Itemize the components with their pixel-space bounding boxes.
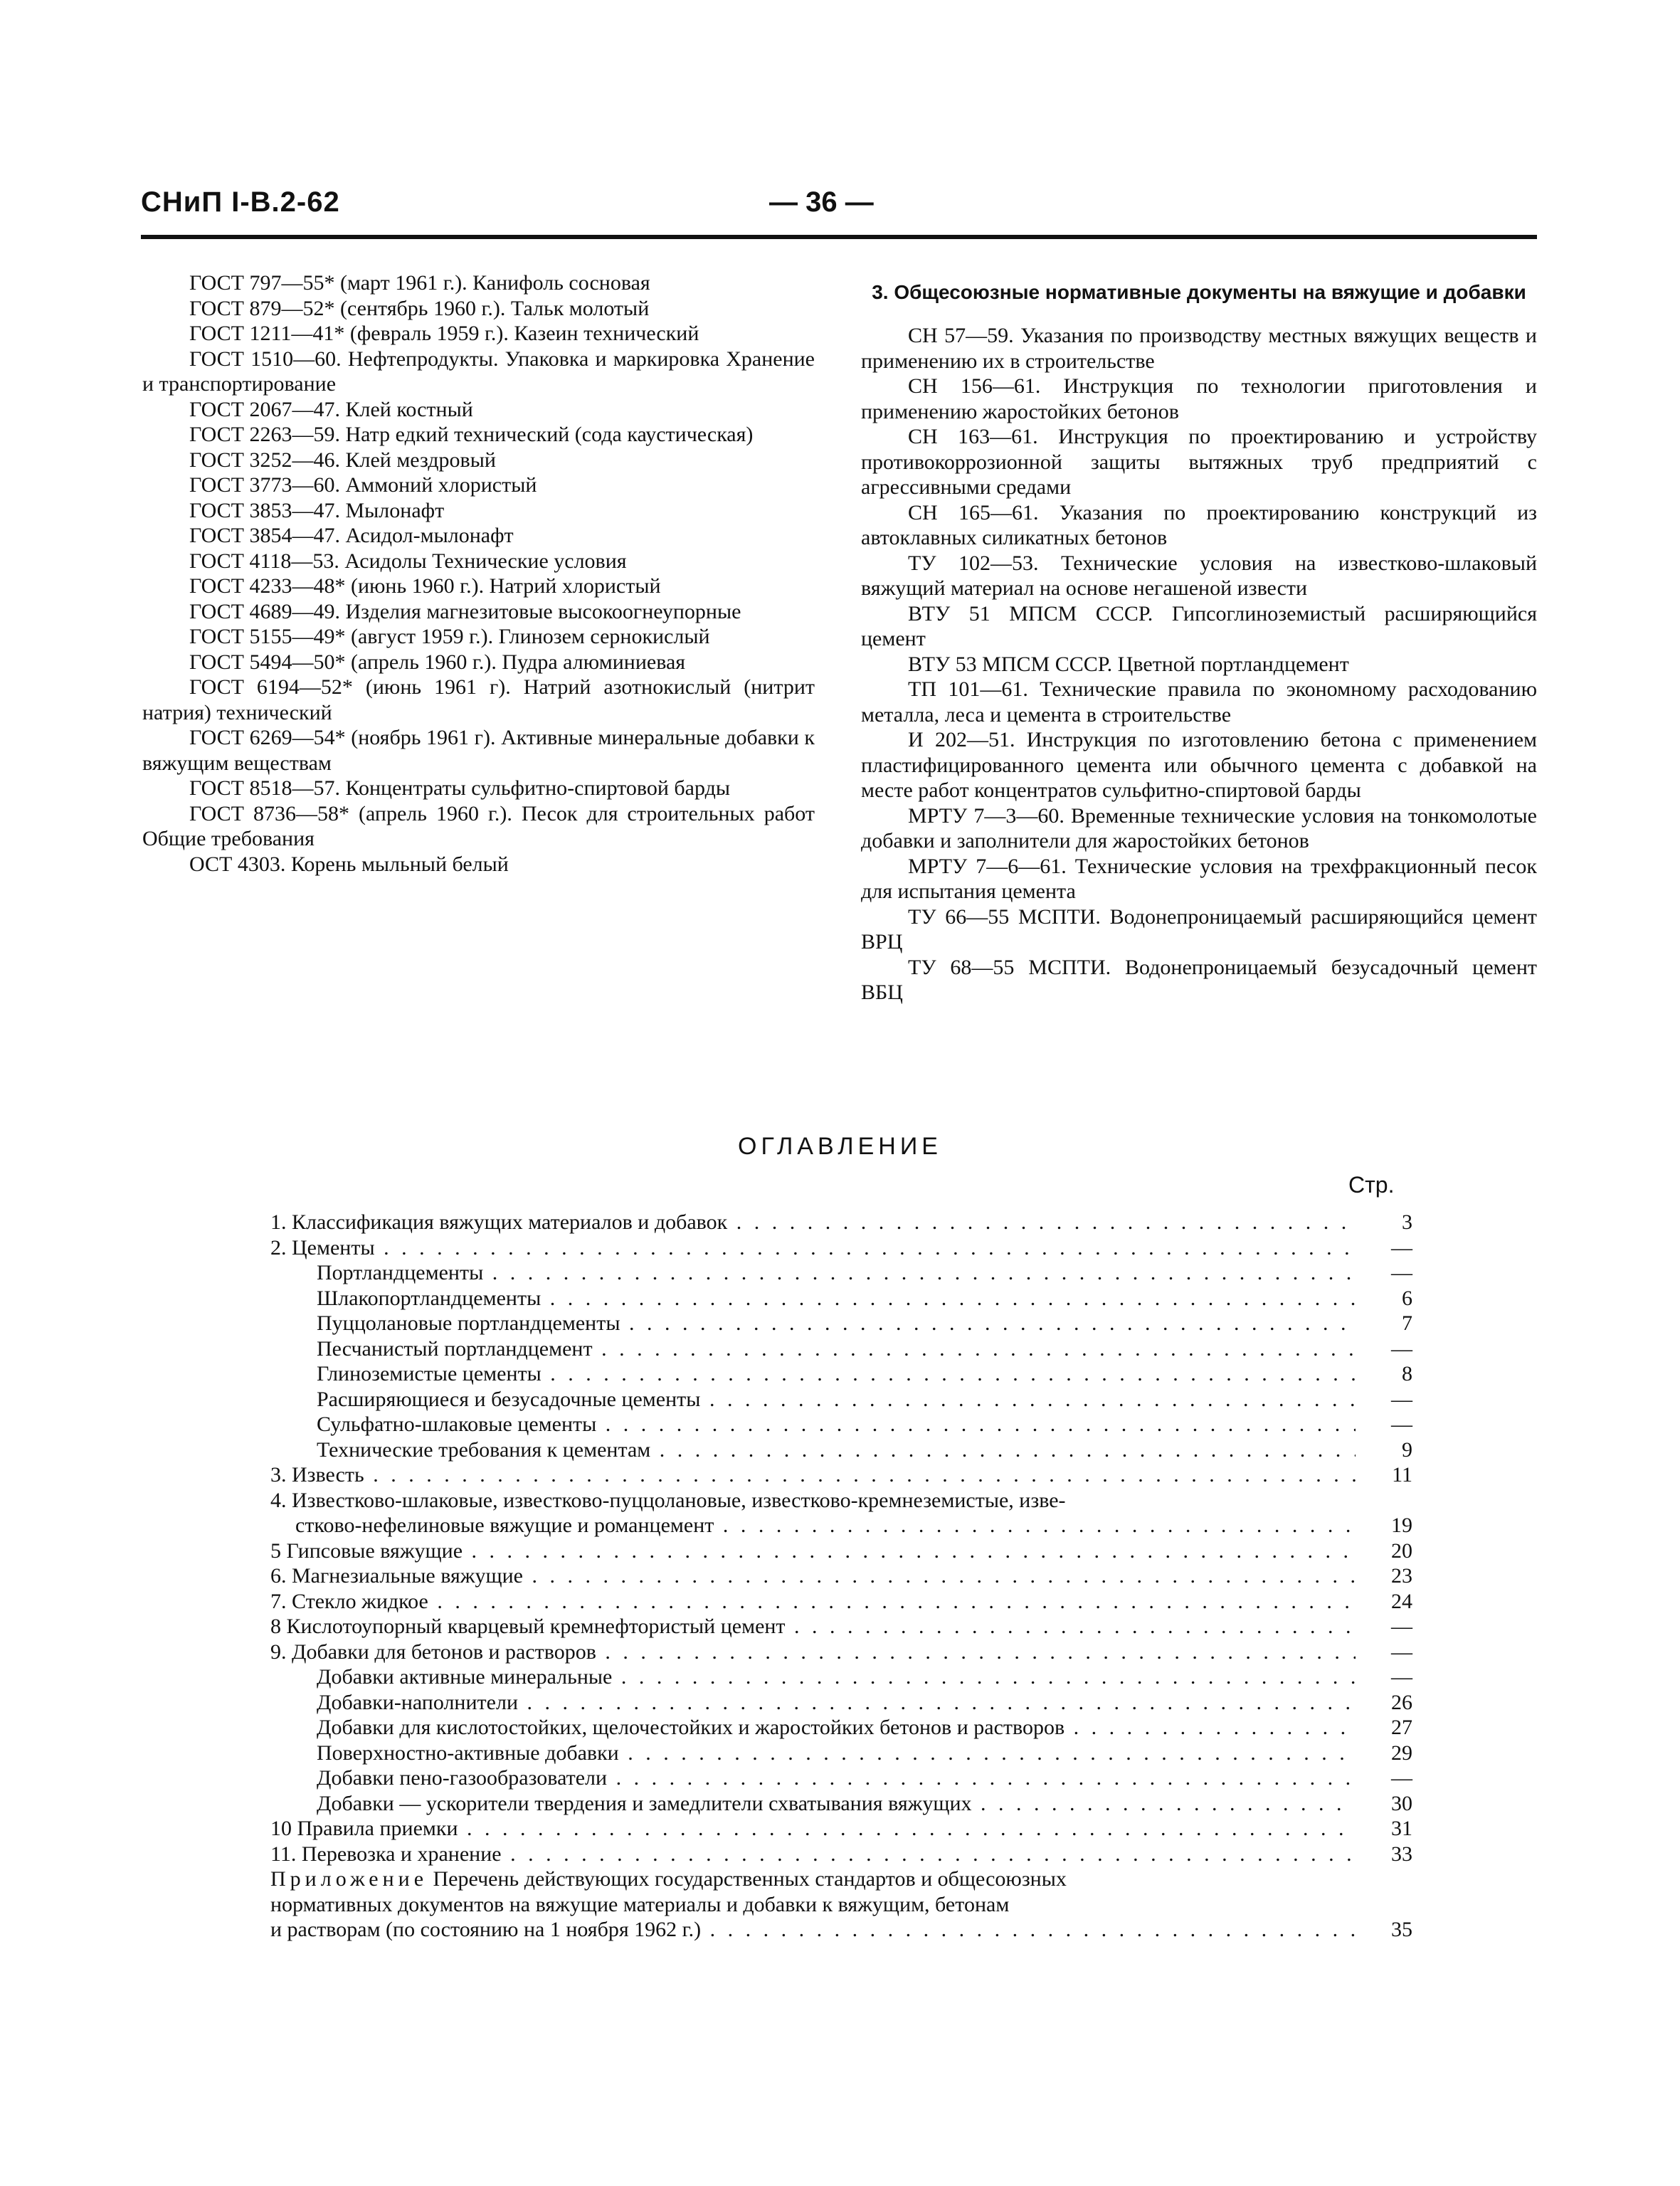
reference-entry bbox=[142, 725, 815, 776]
reference-title: Технические условия на известково-шлаковый вяжущий материал на основе негашеной извести bbox=[861, 551, 1537, 600]
toc-row bbox=[270, 1387, 1423, 1413]
reference-code: МРТУ 7—3—60. bbox=[908, 803, 1064, 828]
toc-row bbox=[270, 1715, 1423, 1741]
toc-entry-title: 3. Известь . . . bbox=[270, 1462, 1356, 1488]
toc-entry-title: Песчанистый портландцемент . . . bbox=[317, 1336, 1356, 1362]
reference-entry bbox=[861, 904, 1537, 955]
left-column bbox=[142, 270, 815, 877]
reference-code: ГОСТ 4118—53. bbox=[189, 549, 339, 573]
reference-code: МРТУ 7—6—61. bbox=[908, 854, 1067, 878]
reference-code: ГОСТ 2067—47. bbox=[189, 397, 340, 421]
reference-entry bbox=[142, 852, 815, 877]
appendix-text: нормативных документов на вяжущие материалы и добавки к вяжущим, бетонам bbox=[270, 1892, 1010, 1916]
reference-title: Клей костный bbox=[339, 397, 473, 421]
document-code: СНиП I-В.2-62 bbox=[141, 186, 340, 218]
reference-code: ГОСТ 879—52* bbox=[189, 296, 335, 320]
toc-entry-page: — bbox=[1391, 1766, 1412, 1790]
reference-title: (август 1959 г.). Глинозем сернокислый bbox=[345, 625, 710, 648]
reference-entry bbox=[142, 624, 815, 650]
reference-title: (март 1961 г.). Канифоль сосновая bbox=[334, 271, 650, 295]
reference-code: ГОСТ 6269—54* bbox=[189, 726, 346, 749]
reference-entry bbox=[142, 321, 815, 347]
reference-code: ГОСТ 5494—50* bbox=[189, 650, 346, 674]
reference-code: ГОСТ 8518—57. bbox=[189, 776, 340, 800]
toc-entry-page: — bbox=[1391, 1235, 1412, 1260]
toc-entry-title: Технические требования к цементам . . . bbox=[317, 1437, 1356, 1463]
toc-row bbox=[270, 1260, 1423, 1286]
reference-entry bbox=[142, 296, 815, 322]
toc-row bbox=[270, 1311, 1423, 1336]
reference-entry bbox=[861, 803, 1537, 854]
toc-entry-title: Портландцементы . . . bbox=[317, 1260, 1356, 1286]
toc-entry-title: 10 Правила приемки . . . bbox=[270, 1816, 1356, 1842]
toc-entry-page: 9 bbox=[1402, 1437, 1412, 1462]
reference-entry bbox=[142, 574, 815, 599]
toc-row bbox=[270, 1488, 1423, 1514]
reference-title: Изделия магнезитовые высокоогнеупорные bbox=[339, 599, 741, 623]
right-column bbox=[861, 270, 1537, 1005]
reference-code: ТУ 102—53. bbox=[908, 551, 1039, 575]
toc-row bbox=[270, 1741, 1423, 1766]
toc-entry-page: 7 bbox=[1402, 1311, 1412, 1335]
toc-entry-page: 8 bbox=[1402, 1362, 1412, 1385]
reference-entry bbox=[142, 523, 815, 549]
toc-entry-page: — bbox=[1391, 1640, 1412, 1664]
reference-entry bbox=[142, 270, 815, 296]
reference-code: ГОСТ 2263—59. bbox=[189, 423, 340, 446]
toc-entry-title: Добавки — ускорители твердения и замедлители схватывания вяжущих . . . bbox=[317, 1791, 1356, 1817]
toc-entry-page: — bbox=[1391, 1336, 1412, 1361]
reference-title: (февраль 1959 г.). Казеин технический bbox=[344, 322, 699, 345]
toc-entry-page: 33 bbox=[1391, 1842, 1412, 1866]
reference-title: Водонепроницаемый безусадочный цемент ВБЦ bbox=[861, 955, 1537, 1004]
reference-entry bbox=[142, 397, 815, 423]
reference-title: Асидол-мылонафт bbox=[339, 524, 514, 547]
toc-entry-title: 11. Перевозка и хранение . . . bbox=[270, 1842, 1356, 1867]
toc-row bbox=[270, 1690, 1423, 1716]
toc-entry-title: Сульфатно-шлаковые цементы . . . bbox=[317, 1412, 1356, 1437]
reference-title: Клей мездровый bbox=[339, 448, 496, 472]
reference-title: Аммоний хлористый bbox=[339, 473, 537, 497]
reference-title: (сентябрь 1960 г.). Тальк молотый bbox=[334, 296, 650, 320]
reference-code: ВТУ 51 МПСМ СССР. bbox=[908, 601, 1153, 625]
reference-code: ОСТ 4303. bbox=[189, 852, 286, 876]
reference-title: (ноябрь 1961 г). Активные минеральные добавки к вяжущим веществам bbox=[142, 726, 815, 775]
reference-title: Инструкция по проектированию и устройству противокоррозионной защиты вытяжных труб предприятий с агрессивными средами bbox=[861, 425, 1537, 499]
toc-entry-page: 26 bbox=[1391, 1690, 1412, 1714]
toc-entry-page: 29 bbox=[1391, 1741, 1412, 1765]
reference-title: Технические правила по экономному расходованию металла, леса и цемента в строительстве bbox=[861, 677, 1537, 727]
reference-entry bbox=[142, 650, 815, 675]
toc-entry-page: 3 bbox=[1402, 1210, 1412, 1234]
toc-page-column-label: Стр. bbox=[1348, 1172, 1395, 1198]
page-number: — 36 — bbox=[769, 186, 874, 218]
reference-code: ГОСТ 3853—47. bbox=[189, 498, 340, 522]
toc-entry-page: — bbox=[1391, 1665, 1412, 1689]
reference-title: Указания по производству местных вяжущих веществ и применению их в строительстве bbox=[861, 324, 1537, 373]
toc-entry-title: Добавки активные минеральные . . . bbox=[317, 1664, 1356, 1690]
toc-entry-page: 31 bbox=[1391, 1817, 1412, 1840]
reference-entry bbox=[861, 601, 1537, 652]
toc-entry-title: Добавки пено-газообразователи . . . bbox=[317, 1765, 1356, 1791]
toc-entry-title: 9. Добавки для бетонов и растворов . . . bbox=[270, 1640, 1356, 1665]
reference-entry bbox=[142, 549, 815, 574]
reference-code: ГОСТ 4233—48* bbox=[189, 574, 346, 598]
reference-entry bbox=[142, 448, 815, 473]
reference-title: (июнь 1960 г.). Натрий хлористый bbox=[345, 574, 661, 598]
reference-code: И 202—51. bbox=[908, 728, 1015, 751]
toc-row bbox=[270, 1286, 1423, 1311]
reference-entry bbox=[142, 801, 815, 852]
toc-title: ОГЛАВЛЕНИЕ bbox=[738, 1133, 942, 1160]
toc-row bbox=[270, 1614, 1423, 1640]
toc-entry-title: 1. Классификация вяжущих материалов и добавок . . . bbox=[270, 1210, 1356, 1235]
toc-row bbox=[270, 1462, 1423, 1488]
toc-row bbox=[270, 1640, 1423, 1665]
toc-row bbox=[270, 1538, 1423, 1564]
reference-title: Водонепроницаемый расширяющийся цемент ВРЦ bbox=[861, 904, 1538, 954]
reference-title: Цветной портландцемент bbox=[1112, 652, 1349, 676]
reference-entry bbox=[142, 347, 815, 397]
reference-entry bbox=[861, 677, 1537, 727]
toc-entry-title: Добавки-наполнители . . . bbox=[317, 1690, 1356, 1716]
toc-row bbox=[270, 1589, 1423, 1615]
toc-row bbox=[270, 1816, 1423, 1842]
toc-entry-page: 20 bbox=[1391, 1538, 1412, 1563]
toc-row bbox=[270, 1513, 1423, 1538]
reference-entry bbox=[142, 472, 815, 498]
reference-title: Натр едкий технический (сода каустическая) bbox=[339, 423, 754, 446]
reference-title: (июнь 1961 г). Натрий азотнокислый (нитрит натрия) технический bbox=[142, 675, 815, 724]
toc-entry-page: — bbox=[1391, 1261, 1412, 1284]
toc-row bbox=[270, 1437, 1423, 1463]
reference-title: (апрель 1960 г.). Песок для строительных работ Общие требования bbox=[142, 801, 815, 850]
toc-entry-title: 8 Кислотоупорный кварцевый кремнефтористый цемент . . . bbox=[270, 1614, 1356, 1640]
reference-code: СН 57—59. bbox=[908, 324, 1014, 347]
reference-entry bbox=[861, 424, 1537, 500]
reference-title: Нефтепродукты. Упаковка и маркировка Хранение и транспортирование bbox=[142, 347, 815, 396]
toc-appendix bbox=[270, 1866, 1423, 1943]
toc-row bbox=[270, 1917, 1423, 1943]
reference-code: ГОСТ 4689—49. bbox=[189, 599, 340, 623]
reference-code: ГОСТ 1510—60. bbox=[189, 347, 342, 371]
toc-entry-title: Шлакопортландцементы . . . bbox=[317, 1286, 1356, 1311]
reference-code: СН 163—61. bbox=[908, 425, 1038, 448]
toc-entry-title: 5 Гипсовые вяжущие . . . bbox=[270, 1538, 1356, 1564]
reference-entry bbox=[142, 422, 815, 448]
toc-row bbox=[270, 1336, 1423, 1362]
reference-title: Инструкция по технологии приготовления и применению жаростойких бетонов bbox=[861, 374, 1537, 423]
toc-entry-page: 24 bbox=[1391, 1589, 1412, 1613]
reference-code: ГОСТ 3854—47. bbox=[189, 524, 340, 547]
toc-entry-title: 6. Магнезиальные вяжущие . . . bbox=[270, 1563, 1356, 1589]
toc-entry-page: 6 bbox=[1402, 1286, 1412, 1310]
toc-entry-title: 4. Известково-шлаковые, известково-пуццолановые, известково-кремнеземистые, изве- bbox=[270, 1488, 1066, 1512]
reference-entry bbox=[142, 776, 815, 801]
section-entries bbox=[861, 323, 1537, 1005]
reference-title: Указания по проектированию конструкций из автоклавных силикатных бетонов bbox=[861, 500, 1537, 549]
appendix-label: Приложение bbox=[270, 1867, 428, 1891]
reference-code: ГОСТ 8736—58* bbox=[189, 801, 349, 825]
reference-title: Мылонафт bbox=[339, 498, 445, 522]
reference-code: ГОСТ 1211—41* bbox=[189, 322, 345, 345]
reference-code: ГОСТ 3773—60. bbox=[189, 473, 340, 497]
toc-entry-page: — bbox=[1391, 1387, 1412, 1411]
toc-entry-title: 7. Стекло жидкое . . . bbox=[270, 1589, 1356, 1615]
toc-entry-page: 19 bbox=[1391, 1514, 1412, 1537]
toc-entry-page: 11 bbox=[1392, 1463, 1412, 1487]
toc-entry-page: 27 bbox=[1391, 1716, 1412, 1739]
reference-code: ТУ 66—55 МСПТИ. bbox=[908, 904, 1101, 929]
reference-entry bbox=[861, 323, 1537, 374]
reference-entry bbox=[861, 955, 1537, 1005]
toc-entry-title: Поверхностно-активные добавки . . . bbox=[317, 1741, 1356, 1766]
reference-title: Корень мыльный белый bbox=[285, 852, 509, 876]
reference-title: (апрель 1960 г.). Пудра алюминиевая bbox=[345, 650, 686, 674]
reference-title: Концентраты сульфитно-спиртовой барды bbox=[339, 776, 731, 800]
toc-entry-page: — bbox=[1391, 1413, 1412, 1436]
toc-row bbox=[270, 1842, 1423, 1867]
reference-code: ТУ 68—55 МСПТИ. bbox=[908, 955, 1111, 979]
toc-entry-page: 23 bbox=[1391, 1564, 1412, 1588]
toc-row bbox=[270, 1765, 1423, 1791]
reference-code: СН 156—61. bbox=[908, 374, 1041, 398]
toc-entry-title: Пуццолановые портландцементы . . . bbox=[317, 1311, 1356, 1336]
toc-entry-title: 2. Цементы . . . bbox=[270, 1235, 1356, 1261]
reference-code: ГОСТ 797—55* bbox=[189, 271, 335, 295]
toc-entry-title: Расширяющиеся и безусадочные цементы . . . bbox=[317, 1387, 1356, 1413]
reference-entry bbox=[861, 374, 1537, 424]
reference-title: Асидолы Технические условия bbox=[339, 549, 627, 573]
toc-row bbox=[270, 1361, 1423, 1387]
reference-entry bbox=[142, 498, 815, 524]
reference-code: СН 165—61. bbox=[908, 500, 1039, 524]
toc-entry-title: Добавки для кислотостойких, щелочестойких и жаростойких бетонов и растворов . . . bbox=[317, 1715, 1356, 1741]
toc-row bbox=[270, 1664, 1423, 1690]
reference-code: ТП 101—61. bbox=[908, 677, 1028, 701]
toc-entry-page: — bbox=[1391, 1615, 1412, 1638]
reference-code: ГОСТ 5155—49* bbox=[189, 625, 346, 648]
reference-title: Инструкция по изготовлению бетона с применением пластифицированного цемента или обычного цемента с добавкой на месте работ концентратов сульфитно-спиртовой барды bbox=[861, 728, 1537, 802]
reference-entry bbox=[861, 854, 1537, 904]
appendix-line bbox=[270, 1866, 1423, 1892]
toc-entry-page: 30 bbox=[1391, 1791, 1412, 1815]
reference-code: ГОСТ 3252—46. bbox=[189, 448, 340, 472]
appendix-text: Перечень действующих государственных стандартов и общесоюзных bbox=[428, 1867, 1067, 1891]
reference-entry bbox=[861, 551, 1537, 601]
table-of-contents bbox=[270, 1210, 1423, 1943]
toc-row bbox=[270, 1791, 1423, 1817]
reference-entry bbox=[861, 500, 1537, 551]
reference-code: ГОСТ 6194—52* bbox=[189, 675, 353, 699]
toc-row bbox=[270, 1210, 1423, 1235]
reference-title: Временные технические условия на тонкомолотые добавки и заполнители для жаростойких бетонов bbox=[861, 803, 1537, 852]
reference-code: ВТУ 53 МПСМ СССР. bbox=[908, 652, 1113, 676]
toc-row bbox=[270, 1563, 1423, 1589]
reference-entry bbox=[861, 652, 1537, 677]
section-title: 3. Общесоюзные нормативные документы на вяжущие и добавки bbox=[872, 281, 1526, 303]
reference-entry bbox=[142, 675, 815, 725]
page-header bbox=[141, 186, 1537, 231]
appendix-text: и растворам (по состоянию на 1 ноября 1962 г.) . . . bbox=[270, 1917, 1356, 1943]
toc-entry-title: стково-нефелиновые вяжущие и романцемент . . . bbox=[295, 1513, 1356, 1538]
toc-row bbox=[270, 1235, 1423, 1261]
reference-entry bbox=[142, 599, 815, 625]
reference-entry bbox=[861, 727, 1537, 803]
header-rule bbox=[141, 235, 1537, 239]
toc-row bbox=[270, 1412, 1423, 1437]
reference-title: Технические условия на трехфракционный песок для испытания цемента bbox=[861, 854, 1537, 903]
toc-entry-page: 35 bbox=[1391, 1918, 1412, 1941]
reference-title: Гипсоглиноземистый расширяющийся цемент bbox=[861, 601, 1538, 650]
toc-entry-title: Глиноземистые цементы . . . bbox=[317, 1361, 1356, 1387]
